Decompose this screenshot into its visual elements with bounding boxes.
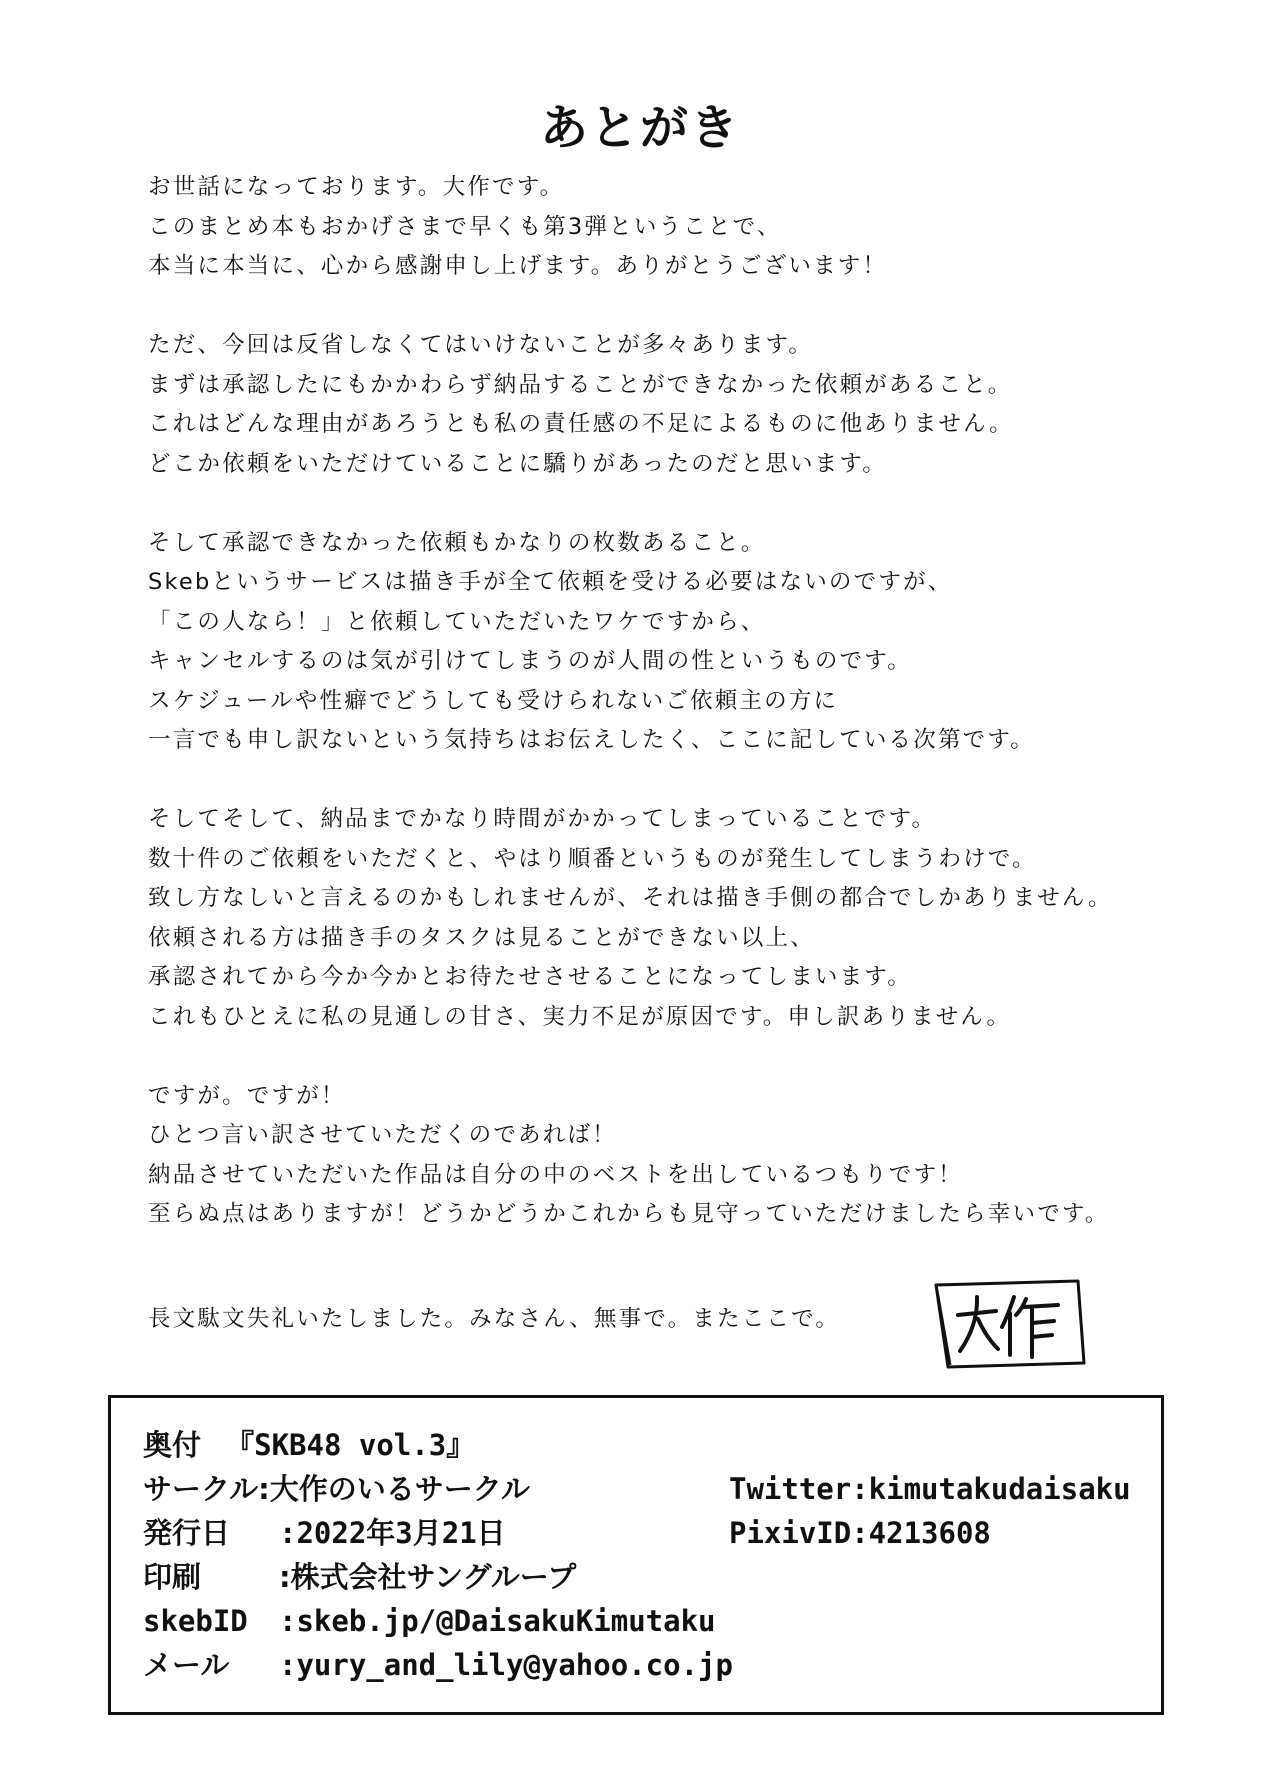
skeb-value: :skeb.jp/@DaisakuKimutaku [279,1604,716,1638]
paragraph-2 [148,326,1158,484]
circle-row [143,1468,530,1510]
print-value: :株式会社サングループ [279,1560,577,1594]
skeb-row [143,1600,716,1642]
mail-key: メール [143,1648,230,1682]
book-title: 『SKB48 vol.3』 [225,1428,476,1462]
paragraph-3 [148,524,1158,761]
circle-value: :大作のいるサークル [258,1472,530,1506]
text-line: 本当に本当に、心から感謝申し上げます。ありがとうございます！ [148,253,888,279]
date-row [143,1512,506,1554]
date-value: :2022年3月21日 [279,1516,506,1550]
date-key: 発行日 [143,1516,231,1550]
mail-value: :yury_and_lily@yahoo.co.jp [279,1648,733,1682]
circle-key: サークル [143,1472,259,1506]
print-row [143,1556,576,1598]
text-line: キャンセルするのは気が引けてしまうのが人間の性というものです。 [148,648,912,674]
page-title: あとがき [539,100,740,156]
text-line: Skebというサービスは描き手が全て依頼を受ける必要はないのですが、 [148,569,953,595]
pixiv-id: PixivID:4213608 [729,1516,991,1550]
text-line: スケジュールや性癖でどうしても受けられないご依頼主の方に [148,687,839,714]
text-line: ただ、今回は反省しなくてはいけないことが多々あります。 [148,332,814,358]
signature-stamp [928,1275,1088,1371]
text-line: このまとめ本もおかげさまで早くも第3弾ということで、 [148,213,782,240]
text-line: そしてそして、納品までかなり時間がかかってしまっていることです。 [148,806,937,832]
skeb-key: skebID [143,1604,248,1638]
paragraph-5 [148,1077,1158,1235]
colophon-key: 奥付 [143,1428,202,1462]
text-line: 致し方なしいと言えるのかもしれませんが、それは描き手側の都合でしかありません。 [148,885,1113,911]
colophon-box [108,1395,1164,1715]
mail-row [143,1644,733,1686]
colophon-title-row [143,1424,475,1466]
print-key: 印刷 [143,1560,202,1594]
text-line: ひとつ言い訳させていただくのであれば！ [148,1122,617,1148]
text-line: 承認されてから今か今かとお待たせさせることになってしまいます。 [148,964,912,990]
text-line: 納品させていただいた作品は自分の中のベストを出しているつもりです！ [148,1161,963,1188]
afterword-body [148,168,1158,1235]
text-line: お世話になっております。大作です。 [148,174,565,200]
text-line: 数十件のご依頼をいただくと、やはり順番というものが発生してしまうわけで。 [148,845,1037,872]
text-line: 依頼される方は描き手のタスクは見ることができない以上、 [148,924,815,951]
twitter-handle: Twitter:kimutakudaisaku [729,1472,1131,1506]
text-line: これはどんな理由があろうとも私の責任感の不足によるものに他ありません。 [148,411,1014,437]
text-line: 至らぬ点はありますが！どうかどうかこれからも見守っていただけましたら幸いです。 [148,1201,1110,1227]
text-line: まずは承認したにもかかわらず納品することができなかった依頼があること。 [148,371,1013,398]
paragraph-1 [148,168,1158,287]
text-line: そして承認できなかった依頼もかなりの枚数あること。 [148,529,766,556]
text-line: これもひとえに私の見通しの甘さ、実力不足が原因です。申し訳ありません。 [148,1003,1012,1030]
text-line: 一言でも申し訳ないという気持ちはお伝えしたく、ここに記している次第です。 [148,727,1035,753]
text-line: ですが。ですが！ [148,1082,346,1109]
text-line: どこか依頼をいただけていることに驕りがあったのだと思います。 [148,450,887,477]
paragraph-4 [148,800,1158,1037]
text-line: 「この人なら！」と依頼していただいたワケですから、 [148,608,766,635]
closing-line: 長文駄文失礼いたしました。みなさん、無事で。またここで。 [148,1306,841,1332]
